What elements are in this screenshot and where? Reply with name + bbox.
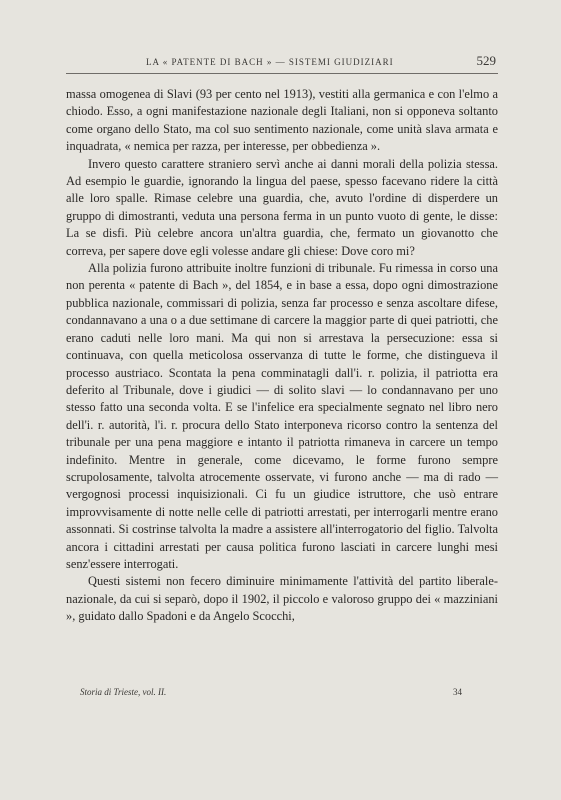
header-rule: [66, 73, 498, 74]
page-footer: [80, 687, 480, 703]
paragraph-4: Questi sistemi non fecero diminuire minimamente l'attività del partito liberale-nazionale, da cui si separò, dopo il 1902, il piccolo e valoroso gruppo dei « mazziniani », guidato dallo Spadoni e da Angelo Scocchi,: [66, 574, 498, 624]
running-head: [66, 52, 496, 72]
signature-number: 34: [453, 687, 462, 697]
paragraph-2: Invero questo carattere straniero servì anche ai danni morali della polizia stessa. Ad esempio le guardie, ignorando la lingua del paese, spesso facevano ridere la città alle loro spalle. Rimase celebre una guardia, che, avuto l'ordine di disperdere un gruppo di dimostranti, veduta una persona ferma in un punto vuoto di gente, le disse: La se disfi. Più celebre ancora un'altra guardia, che, fermato un giovanotto che correva, per sapere dove egli volesse andare gli chiese: Dove coro mi?: [66, 156, 498, 258]
body-text: [66, 86, 498, 626]
signature-title: Storia di Trieste, vol. II.: [80, 687, 167, 697]
paragraph-1: massa omogenea di Slavi (93 per cento nel 1913), vestiti alla germanica e con l'elmo a chiodo. Esso, a ogni manifestazione nazionale degli Italiani, non si opponeva soltanto come organo dello Stato, ma col suo sentimento nazionale, come unità slava armata e inquadrata, « nemica per razza, per interesse, per obbedienza ».: [66, 87, 498, 154]
running-title: LA « PATENTE DI BACH » — SISTEMI GIUDIZIARI: [146, 57, 394, 67]
paragraph-3: Alla polizia furono attribuite inoltre funzioni di tribunale. Fu rimessa in corso una non perenta « patente di Bach », del 1854, e in base a essa, dopo ogni dimostrazione pubblica nazionale, commissari di polizia, senza far processo e senza ascoltare difese, condannavano a una o a due settimane di carcere la maggior parte di quei patriotti, che erano caduti nelle loro mani. Ma qui non si arrestava la persecuzione: essa si continuava, con quella meticolosa osservanza di tutte le forme, che distingueva il processo austriaco. Scontata la pena comminatagli dall'i. r. polizia, il patriotta era deferito al Tribunale, dove i giudici — di solito slavi — lo condannavano per uno stesso fatto una seconda volta. E se l'infelice era specialmente segnato nel libro nero dell'i. r. autorità, l'i. r. procura dello Stato interponeva ricorso contro la sentenza del tribunale per una pena maggiore e intanto il patriotta rimaneva in carcere un tempo indefinito. Mentre in generale, come dicevamo, le forme furono sempre scrupolosamente, talvolta atrocemente osservate, vi furono anche — ma di rado — vergognosi processi inquisizionali. Ci fu un giudice istruttore, che usò entrare improvvisamente di notte nelle celle di patriotti arrestati, per interrogarli mentre erano assonnati. Si costrinse talvolta la madre a assistere all'interrogatorio del figlio. Talvolta ancora i cittadini arrestati per causa politica furono lasciati in carcere lunghi mesi senz'essere interrogati.: [66, 261, 498, 571]
page-number: 529: [476, 53, 496, 68]
